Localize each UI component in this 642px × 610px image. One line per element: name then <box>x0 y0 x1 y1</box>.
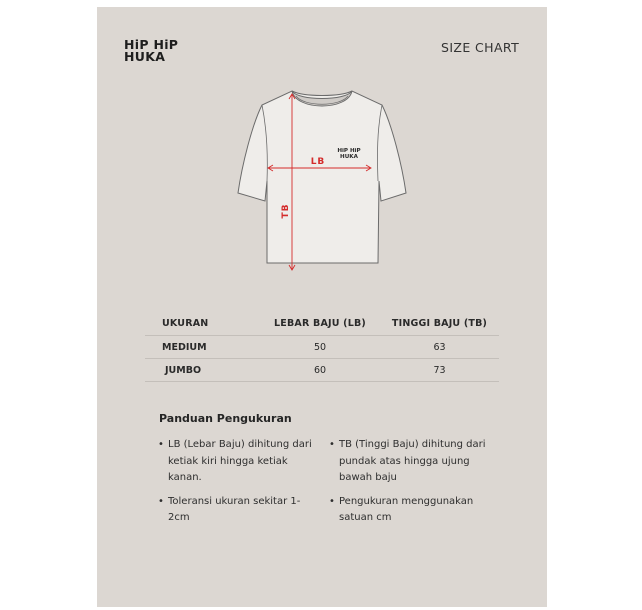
size-width: 50 <box>260 336 380 359</box>
brand-logo-line2: HUKA <box>124 49 166 64</box>
bullet-dot-icon: • <box>329 495 335 507</box>
guide-bullet <box>329 437 489 487</box>
header-height: TINGGI BAJU (TB) <box>380 311 499 336</box>
size-table <box>145 311 499 382</box>
size-height: 63 <box>380 336 499 359</box>
guide-bullet-text: Toleransi ukuran sekitar 1-2cm <box>168 495 301 523</box>
header-width: LEBAR BAJU (LB) <box>260 311 380 336</box>
brand-logo <box>124 39 178 63</box>
guide-column-right <box>329 437 489 534</box>
guide-column-left <box>158 437 318 534</box>
tshirt-body <box>238 91 406 263</box>
size-chart-card <box>97 7 547 607</box>
size-height: 73 <box>380 359 499 382</box>
guide-bullet-text: LB (Lebar Baju) dihitung dari ketiak kiri hingga ketiak kanan. <box>168 439 312 483</box>
guide-bullet-text: TB (Tinggi Baju) dihitung dari pundak atas hingga ujung bawah baju <box>339 439 486 483</box>
bullet-dot-icon: • <box>158 495 164 507</box>
brand-logo-line1: HiP HiP <box>124 37 179 52</box>
page-title: SIZE CHART <box>441 40 520 55</box>
width-label: LB <box>310 157 326 167</box>
size-width: 60 <box>260 359 380 382</box>
size-name: MEDIUM <box>145 336 260 359</box>
chest-logo-line1: HiP HiP <box>337 148 361 154</box>
guide-bullet <box>329 494 489 527</box>
header-size: UKURAN <box>145 311 260 336</box>
guide-bullet <box>158 494 318 527</box>
height-label: TB <box>281 203 291 219</box>
tshirt-diagram <box>234 85 410 275</box>
bullet-dot-icon: • <box>329 439 335 450</box>
size-name: JUMBO <box>145 359 260 382</box>
bullet-dot-icon: • <box>158 439 164 450</box>
table-row <box>145 336 499 359</box>
chest-logo-line2: HUKA <box>340 154 358 160</box>
table-header-row <box>145 311 499 336</box>
guide-title: Panduan Pengukuran <box>159 412 292 425</box>
guide-bullet <box>158 437 318 487</box>
table-row <box>145 359 499 382</box>
guide-bullet-text: Pengukuran menggunakan satuan cm <box>339 495 474 523</box>
